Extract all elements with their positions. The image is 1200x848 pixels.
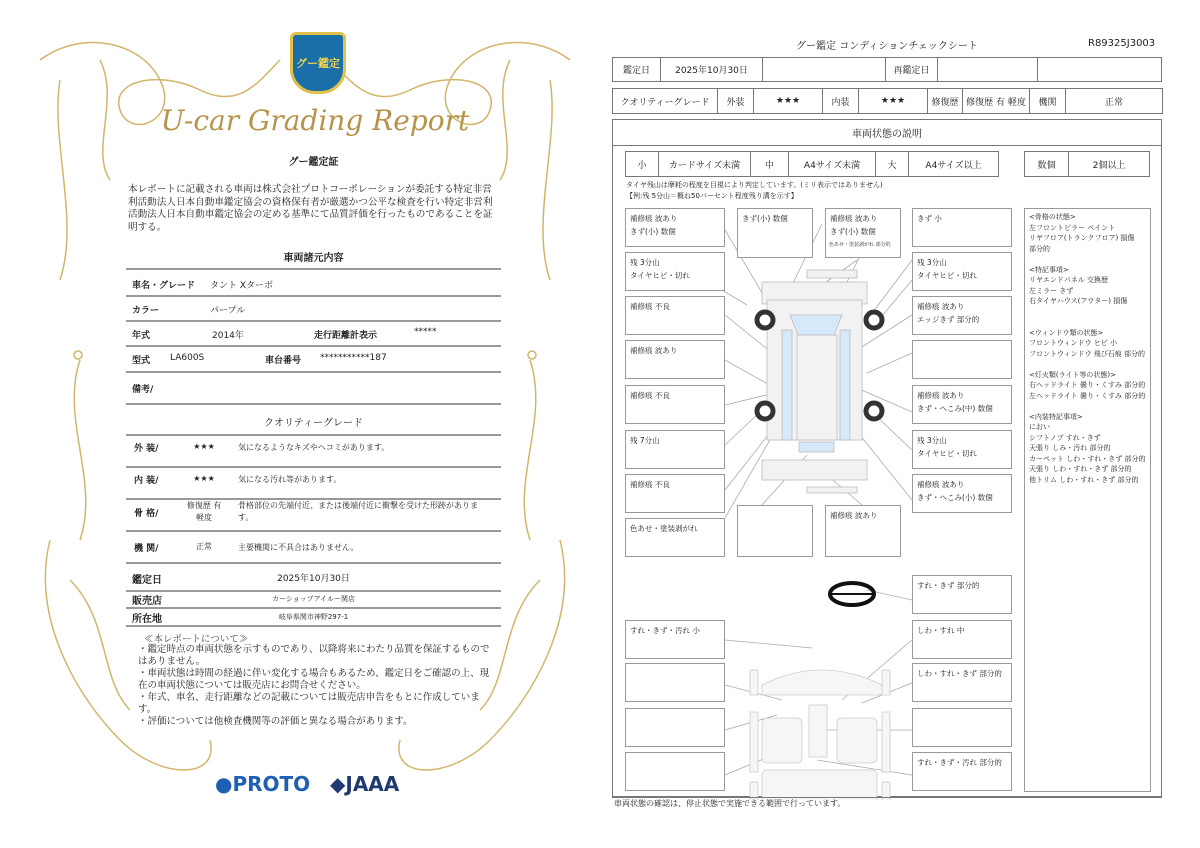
address-label: 所在地 <box>132 614 162 625</box>
exterior-left-box: 補修痕 波あり きず(小) 数個 <box>625 208 725 247</box>
note-item: ・車両状態は時間の経過に伴い変化する場合もあるため、鑑定日をご確認の上、現在の車両状態については販売店にお問合せください。 <box>138 668 490 691</box>
grade-description: 主要機関に不具合はありません。 <box>238 543 359 552</box>
model-value: LA600S <box>170 353 205 363</box>
gu-kantei-badge: グー鑑定 <box>290 32 346 94</box>
cert-text: 本レポートに記載される車両は株式会社プロトコーポレーションが委託する特定非営利活動法人日本自動車鑑定協会の資格保有者が厳選かつ公平な検査を行い特定非営利活動法人日本自動車鑑定協会の定める基準にて品質評価を行ったものであることを証明する。 <box>128 184 493 233</box>
exterior-left-box: 残 3分山 タイヤヒビ・切れ <box>625 252 725 291</box>
grade-title: クオリティーグレード <box>264 418 363 429</box>
size-legend-cell: 大 <box>875 151 909 177</box>
exterior-center-box <box>737 505 813 557</box>
grade-cell-int: ★★★ <box>858 88 928 114</box>
odo-value: ***** <box>414 327 437 337</box>
grade-label: 内 装/ <box>134 476 159 486</box>
interior-left-box <box>625 752 725 791</box>
grade-description: 気になる汚れ等があります。 <box>238 475 342 484</box>
grade-description: 骨格部位の先端付近、または後端付近に衝撃を受けた形跡があります。 <box>238 501 478 522</box>
exterior-right-box: 補修痕 波あり エッジきず 部分的 <box>912 296 1012 335</box>
exterior-left-box: 残 7分山 <box>625 430 725 469</box>
car-name: タント Xターボ <box>210 281 274 291</box>
count-legend-cell: 数個 <box>1024 151 1069 177</box>
exterior-center-box: きず(小) 数個 <box>737 208 813 258</box>
size-legend-cell: カードサイズ未満 <box>658 151 751 177</box>
shop-address: 岐阜県関市神野297-1 <box>278 613 349 621</box>
remarks-box: <骨格の状態> 左フロントピラー ペイント リヤフロア(トランクフロア) 損傷 部分的 <特記事項> リヤエンドパネル 交換歴 左ミラー きず 右タイヤハウス(アウター) 損傷 <ウィンドウ類の状態> フロントウィンドウ ヒビ 小 フロントウィンドウ 飛び石痕 部分的 <灯火類(ライト等の状態)> 右ヘッドライト 曇り・くすみ 部分的 左ヘッドライト 曇り・くすみ 部分的 <内装特記事項> におい シフトノブ すれ・きず 天張り しみ・汚れ 部分的 カーペット しわ・すれ・きず 部分的 天張り しわ・すれ・きず 部分的 他トリム しわ・すれ・きず 部分的 <box>1024 208 1151 792</box>
r-redate-label: 再鑑定日 <box>885 57 938 82</box>
notes-title: ≪本レポートについて≫ <box>144 634 249 645</box>
sheet-title: グー鑑定 コンディションチェックシート <box>796 41 978 52</box>
note-item: ・鑑定時点の車両状態を示すものであり、以降将来にわたり品質を保証するものではありません。 <box>138 644 490 667</box>
tire-note-2: 【例:残 5分山＝概ね50パーセント程度残り溝を示す】 <box>626 192 798 200</box>
interior-right-box <box>912 708 1012 747</box>
exterior-right-box: 残 3分山 タイヤヒビ・切れ <box>912 252 1012 291</box>
r-date: 2025年10月30日 <box>660 57 763 82</box>
grade-value: 修復歴 有 軽度 <box>186 501 222 522</box>
grade-cell-rep: 修復歴 有 軽度 <box>962 88 1030 114</box>
sheet-id: R89325J3003 <box>1088 38 1156 49</box>
grade-label: 骨 格/ <box>134 509 159 519</box>
exterior-left-box: 補修痕 不良 <box>625 296 725 335</box>
interior-right-box: しわ・すれ・きず 部分的 <box>912 663 1012 702</box>
jaaa-logo: ◆JAAA <box>330 772 400 796</box>
grade-cell-eng-label: 機関 <box>1029 88 1066 114</box>
exterior-right-box: 残 3分山 タイヤヒビ・切れ <box>912 430 1012 469</box>
grade-label: 外 装/ <box>134 444 159 454</box>
r-date-label: 鑑定日 <box>612 57 661 82</box>
year-label: 年式 <box>132 331 151 341</box>
car-year: 2014年 <box>212 331 244 341</box>
grade-cell-rep-label: 修復歴 <box>927 88 963 114</box>
chassis-value: ***********187 <box>320 353 387 363</box>
interior-right-box: しわ・すれ 中 <box>912 620 1012 659</box>
exterior-right-box: きず 小 <box>912 208 1012 247</box>
chassis-label: 車台番号 <box>265 356 302 366</box>
note-item: ・年式、車名、走行距離などの記載については販売店申告をもとに作成しています。 <box>138 692 480 715</box>
size-legend-cell: 小 <box>625 151 659 177</box>
interior-left-box <box>625 708 725 747</box>
interior-right-box: すれ・きず・汚れ 部分的 <box>912 752 1012 791</box>
cert-title: グー鑑定証 <box>288 157 339 168</box>
exterior-center-box: 補修痕 波あり <box>825 505 901 557</box>
interior-left-box <box>625 663 725 702</box>
r-empty-1 <box>762 57 886 82</box>
grade-value: 正常 <box>196 542 212 551</box>
shop-label: 販売店 <box>132 596 162 607</box>
exterior-center-subnote: 色あせ・塗装剥がれ 部分的 <box>829 242 891 248</box>
grade-cell-ext: ★★★ <box>753 88 823 114</box>
remarks-label: 備考/ <box>132 385 154 395</box>
model-label: 型式 <box>132 356 151 366</box>
car-color: パープル <box>210 306 246 316</box>
exterior-left-box: 補修痕 波あり <box>625 340 725 379</box>
section-title: 車両状態の説明 <box>852 129 922 140</box>
r-empty-2 <box>1037 57 1162 82</box>
name-label: 車名・グレード <box>132 281 196 291</box>
count-legend-cell: 2個以上 <box>1068 151 1150 177</box>
shop-name: カーショップアイルー関店 <box>271 595 356 603</box>
size-legend-cell: A4サイズ以上 <box>908 151 999 177</box>
grade-value: ★★★ <box>193 474 215 483</box>
size-legend-cell: 中 <box>750 151 789 177</box>
exterior-center-box: 補修痕 波あり きず(小) 数個 <box>825 208 901 258</box>
size-legend-cell: A4サイズ未満 <box>788 151 876 177</box>
exterior-left-box: 色あせ・塗装剥がれ <box>625 518 725 557</box>
r-redate <box>937 57 1038 82</box>
exterior-left-box: 補修痕 不良 <box>625 474 725 513</box>
grade-label: 機 関/ <box>134 544 159 554</box>
grade-cell-eng: 正常 <box>1065 88 1163 114</box>
interior-right-box: すれ・きず 部分的 <box>912 575 1012 614</box>
interior-left-box: すれ・きず・汚れ 小 <box>625 620 725 659</box>
specs-title: 車両諸元内容 <box>283 253 344 264</box>
exterior-left-box: 補修痕 不良 <box>625 385 725 424</box>
exterior-right-box: 補修痕 波あり きず・へこみ(中) 数個 <box>912 385 1012 424</box>
exterior-right-box: 補修痕 波あり きず・へこみ(小) 数個 <box>912 474 1012 513</box>
sheet-footer: 車両状態の確認は、停止状態で実施できる範囲で行っています。 <box>614 799 846 808</box>
grade-description: 気になるようなキズやヘコミがあります。 <box>238 443 390 452</box>
color-label: カラー <box>132 306 160 316</box>
note-item: ・評価については他検査機関等の評価と異なる場合があります。 <box>138 716 413 727</box>
appraisal-date: 2025年10月30日 <box>277 574 350 584</box>
grade-cell-ext-label: 外装 <box>717 88 754 114</box>
exterior-right-box <box>912 340 1012 379</box>
grade-cell-int-label: 内装 <box>822 88 859 114</box>
date-label: 鑑定日 <box>132 575 162 586</box>
grade-value: ★★★ <box>193 442 215 451</box>
grade-cell-qg: クオリティーグレード <box>612 88 718 114</box>
tire-note-1: タイヤ残山は摩耗の程度を目視により判定しています。(ミリ表示ではありません) <box>626 181 883 189</box>
proto-logo: ●PROTO <box>215 772 311 796</box>
odo-label: 走行距離計表示 <box>314 331 378 341</box>
report-title: U-car Grading Report <box>160 104 470 137</box>
